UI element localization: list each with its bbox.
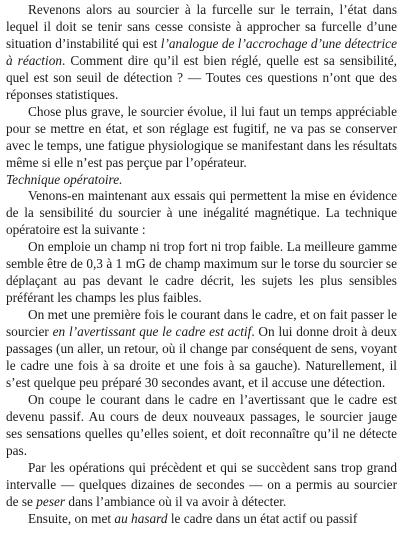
italic-word: peser [36,493,66,509]
text-run: Par les opérations qui précèdent et qui se succèdent sans trop grand intervalle — quelques dizaines de secondes — on a permis au sourcier de se [6,459,397,509]
heading-text: Technique opératoire. [6,171,123,187]
paragraph-7 [6,460,397,511]
text-run: On met une première fois le courant dans le cadre, et on fait passer le sourcier [6,307,397,340]
paragraph-3 [6,188,397,239]
text-run: On coupe le courant dans le cadre en l’avertissant que le cadre est devenu passif. Au cours de deux nouveaux passages, le sourcier jauge ses sensations quelles qu’elles soient, et doit reconnaître qu’il ne détecte pas. [6,391,397,458]
text-run: Chose plus grave, le sourcier évolue, il lui faut un temps appréciable pour se mettre en état, et son réglage est fugitif, ne va pas se conserver avec le temps, une fatigue physiologique se manifestant dans les résultats même si elle n’est pas perçue par l’opérateur. [6,103,397,170]
paragraph-1 [6,2,397,104]
paragraph-8 [6,511,397,528]
text-run: Revenons alors au sourcier à la furcelle sur le terrain, l’état dans lequel il doit se tenir sans cesse consiste à approcher sa furcelle d’une situation d’instabilité qui est [6,2,397,51]
italic-phrase: au hasard [114,510,168,526]
text-run: . Comment dire qu’il est bien réglé, quelle est sa sensibilité, quel est son seuil de détection ? — Toutes ces questions n’ont que des réponses statistiques. [6,52,397,102]
text-run: Venons-en maintenant aux essais qui permettent la mise en évidence de la sensibilité du sourcier à une inégalité magnétique. La technique opératoire est la suivante : [6,188,397,238]
text-run: Ensuite, on met [28,510,115,526]
italic-phrase: l’analogue de l’accrochage d’une détectrice à réaction [6,35,397,68]
text-run: . On lui donne droit à deux passages (un aller, un retour, où il change par conséquent de sens, voyant le cadre une fois à sa droite et une fois à sa gauche). Naturellement, il s’est quelque peu préparé 30 secondes avant, et il accuse une détection. [6,324,397,390]
text-run: On emploie un champ ni trop fort ni trop faible. La meilleure gamme semble être de 0,3 à 1 mG de champ maximum sur le torse du sourcier se déplaçant au pas devant le cadre décrit, les sujets les plus sensibles préférant les champs les plus faibles. [6,239,397,306]
paragraph-5 [6,307,397,392]
italic-phrase: en l’avertissant que le cadre est actif [52,324,252,340]
paragraph-4 [6,239,397,307]
text-run: dans l’ambiance où il va avoir à détecter. [65,493,287,509]
paragraph-6 [6,392,397,460]
paragraph-2 [6,104,397,172]
text-run: le cadre dans un état actif ou passif [167,510,358,526]
section-heading [6,172,397,189]
